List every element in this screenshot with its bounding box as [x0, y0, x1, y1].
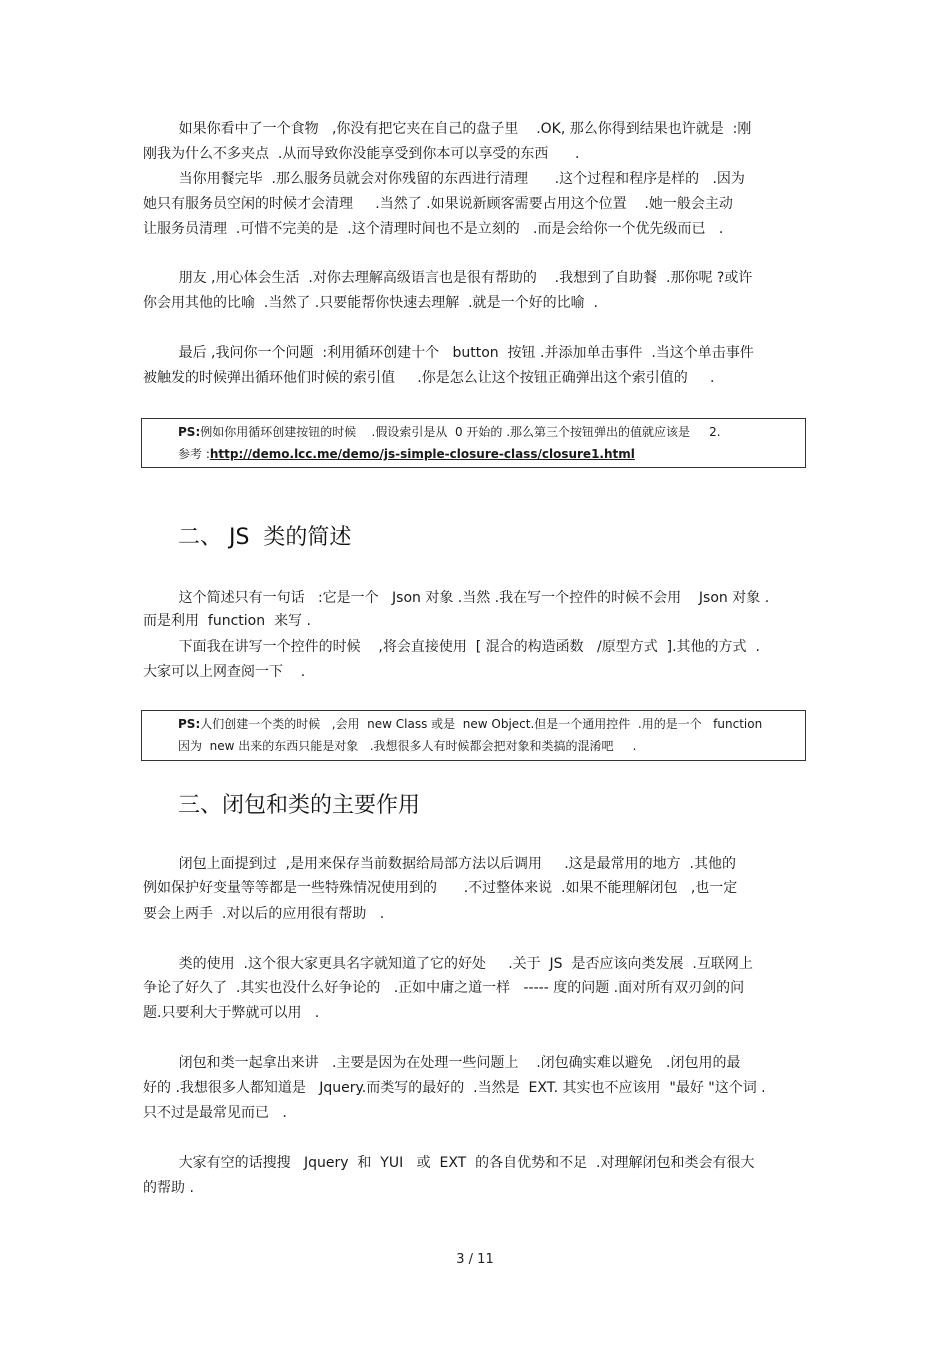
ps-label: PS: — [178, 717, 201, 731]
paragraph-line: 只不过是最常见而已 . — [143, 1105, 287, 1121]
paragraph-line: 当你用餐完毕 .那么服务员就会对你残留的东西进行清理 .这个过程和程序是样的 .因为 — [143, 171, 745, 187]
page-number: 3 / 11 — [456, 1252, 494, 1267]
ps-note-line — [178, 424, 721, 440]
paragraph-line: 例如保护好变量等等都是一些特殊情况使用到的 .不过整体来说 .如果不能理解闭包 ,也一定 — [143, 880, 738, 896]
paragraph-line: 如果你看中了一个食物 ,你没有把它夹在自己的盘子里 .OK, 那么你得到结果也许就是 :刚 — [143, 121, 752, 137]
paragraph-line: 刚我为什么不多夹点 .从而导致你没能享受到你本可以享受的东西 . — [143, 146, 580, 162]
paragraph-line: 朋友 ,用心体会生活 .对你去理解高级语言也是很有帮助的 .我想到了自助餐 .那你呢 ?或许 — [143, 270, 753, 286]
paragraph-line: 你会用其他的比喻 .当然了 .只要能帮你快速去理解 .就是一个好的比喻 . — [143, 295, 598, 311]
paragraph-line: 最后 ,我问你一个问题 :利用循环创建十个 button 按钮 .并添加单击事件 .当这个单击事件 — [143, 345, 754, 361]
paragraph-line: 的帮助 . — [143, 1180, 194, 1196]
reference-line — [178, 446, 635, 462]
ps-note-text: 例如你用循环创建按钮的时候 .假设索引是从 0 开始的 .那么第三个按钮弹出的值就应该是 2. — [200, 425, 721, 439]
ps-note-line: 因为 new 出来的东西只能是对象 .我想很多人有时候都会把对象和类搞的混淆吧 . — [178, 739, 637, 753]
paragraph-line: 闭包和类一起拿出来讲 .主要是因为在处理一些问题上 .闭包确实难以避免 .闭包用的最 — [143, 1055, 741, 1071]
paragraph-line: 闭包上面提到过 ,是用来保存当前数据给局部方法以后调用 .这是最常用的地方 .其他的 — [143, 856, 737, 872]
ps-note-text: 人们创建一个类的时候 ,会用 new Class 或是 new Object.但是一个通用控件 .用的是一个 function — [200, 717, 763, 731]
paragraph-line: 大家可以上网查阅一下 . — [143, 664, 306, 680]
reference-link[interactable]: http://demo.lcc.me/demo/js-simple-closure-class/closure1.html — [209, 447, 635, 461]
paragraph-line: 类的使用 .这个很大家更具名字就知道了它的好处 .关于 JS 是否应该向类发展 .互联网上 — [143, 956, 753, 972]
paragraph-line: 她只有服务员空闲的时候才会清理 .当然了 .如果说新顾客需要占用这个位置 .她一般会主动 — [143, 196, 733, 212]
paragraph-line: 要会上两手 .对以后的应用很有帮助 . — [143, 906, 385, 922]
paragraph-line: 而是利用 function 来写 . — [143, 613, 311, 629]
paragraph-line: 让服务员清理 .可惜不完美的是 .这个清理时间也不是立刻的 .而是会给你一个优先级而已 . — [143, 221, 724, 237]
ps-note-line — [178, 716, 762, 732]
ps-label: PS: — [178, 425, 201, 439]
paragraph-line: 题.只要利大于弊就可以用 . — [143, 1005, 320, 1021]
section-heading-closure-class: 三、闭包和类的主要作用 — [178, 793, 421, 818]
reference-label: 参考 : — [178, 447, 210, 461]
ps-note-box — [141, 418, 806, 468]
paragraph-line: 好的 .我想很多人都知道是 Jquery.而类写的最好的 .当然是 EXT. 其实也不应该用 "最好 "这个词 . — [143, 1080, 766, 1096]
ps-note-box — [141, 710, 806, 761]
paragraph-line: 争论了好久了 .其实也没什么好争论的 .正如中庸之道一样 ----- 度的问题 .面对所有双刃剑的问 — [143, 980, 745, 996]
section-heading-js-class: 二、 JS 类的简述 — [178, 525, 352, 550]
paragraph-line: 被触发的时候弹出循环他们时候的索引值 .你是怎么让这个按钮正确弹出这个索引值的 . — [143, 370, 715, 386]
paragraph-line: 下面我在讲写一个控件的时候 ,将会直接使用 [ 混合的构造函数 /原型方式 ].其他的方式 . — [143, 639, 760, 655]
paragraph-line: 大家有空的话搜搜 Jquery 和 YUI 或 EXT 的各自优势和不足 .对理解闭包和类会有很大 — [143, 1155, 755, 1171]
paragraph-line: 这个简述只有一句话 :它是一个 Json 对象 .当然 .我在写一个控件的时候不会用 Json 对象 . — [143, 590, 770, 606]
